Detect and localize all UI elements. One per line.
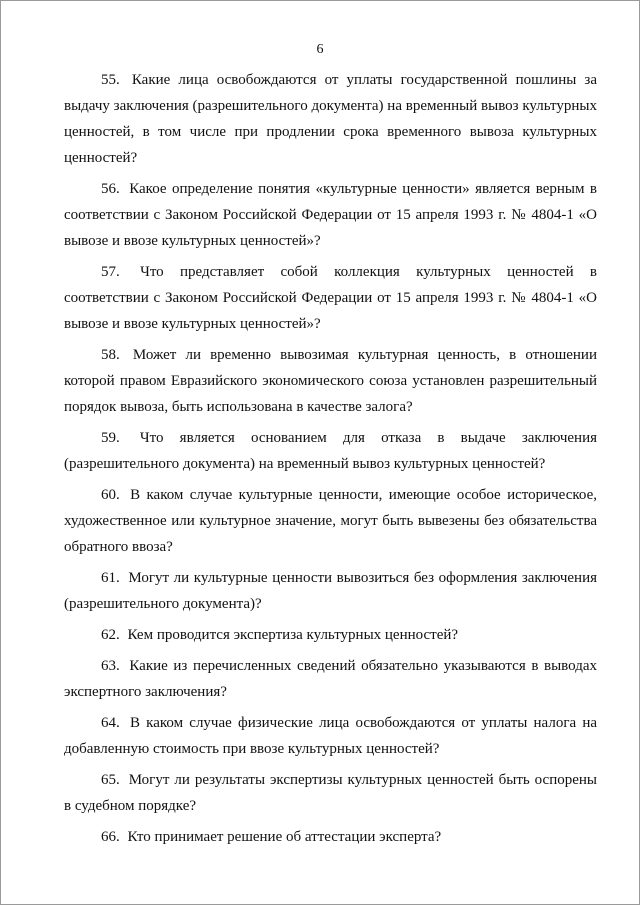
question-text: Кем проводится экспертиза культурных ценностей? bbox=[127, 627, 459, 643]
question-number: 61. bbox=[101, 570, 120, 586]
question-number: 63. bbox=[101, 658, 120, 674]
question-62 bbox=[64, 622, 597, 648]
question-text: Какое определение понятия «культурные ценности» является верным в соответствии с Законом Российской Федерации от 15 апреля 1993 г. № 4804-1 «О вывозе и ввозе культурных ценностей»? bbox=[64, 181, 597, 249]
question-number: 66. bbox=[101, 829, 120, 845]
question-text: Могут ли культурные ценности вывозиться без оформления заключения (разрешительного документа)? bbox=[64, 570, 597, 612]
question-number: 56. bbox=[101, 181, 120, 197]
question-58 bbox=[64, 342, 597, 420]
question-number: 65. bbox=[101, 772, 120, 788]
question-57 bbox=[64, 259, 597, 337]
question-number: 60. bbox=[101, 487, 120, 503]
question-text: Могут ли результаты экспертизы культурных ценностей быть оспорены в судебном порядке? bbox=[64, 772, 598, 814]
question-text: Кто принимает решение об аттестации эксперта? bbox=[127, 829, 442, 845]
question-text: Какие из перечисленных сведений обязательно указываются в выводах экспертного заключения? bbox=[64, 658, 597, 700]
question-59 bbox=[64, 425, 597, 477]
question-number: 57. bbox=[101, 264, 120, 280]
question-text: Что представляет собой коллекция культурных ценностей в соответствии с Законом Российской Федерации от 15 апреля 1993 г. № 4804-1 «О вывозе и ввозе культурных ценностей»? bbox=[64, 264, 597, 332]
question-55 bbox=[64, 67, 597, 171]
question-63 bbox=[64, 653, 597, 705]
page-number: 6 bbox=[316, 42, 324, 57]
question-60 bbox=[64, 482, 597, 560]
question-number: 59. bbox=[101, 430, 120, 446]
question-text: Какие лица освобождаются от уплаты государственной пошлины за выдачу заключения (разрешительного документа) на временный вывоз культурных ценностей, в том числе при продлении срока временного вывоза культурных ценностей? bbox=[64, 72, 597, 166]
question-65 bbox=[64, 767, 597, 819]
question-text: Что является основанием для отказа в выдаче заключения (разрешительного документа) на временный вывоз культурных ценностей? bbox=[64, 430, 597, 472]
question-number: 64. bbox=[101, 715, 120, 731]
question-text: Может ли временно вывозимая культурная ценность, в отношении которой правом Евразийского экономического союза установлен разрешительный порядок вывоза, быть использована в качестве залога? bbox=[64, 347, 597, 415]
question-66 bbox=[64, 824, 597, 850]
question-64 bbox=[64, 710, 597, 762]
question-list bbox=[64, 67, 597, 855]
question-61 bbox=[64, 565, 597, 617]
question-text: В каком случае физические лица освобождаются от уплаты налога на добавленную стоимость при ввозе культурных ценностей? bbox=[64, 715, 598, 757]
question-number: 58. bbox=[101, 347, 120, 363]
question-text: В каком случае культурные ценности, имеющие особое историческое, художественное или культурное значение, могут быть вывезены без обязательства обратного ввоза? bbox=[64, 487, 597, 555]
question-number: 62. bbox=[101, 627, 120, 643]
question-number: 55. bbox=[101, 72, 120, 88]
question-56 bbox=[64, 176, 597, 254]
